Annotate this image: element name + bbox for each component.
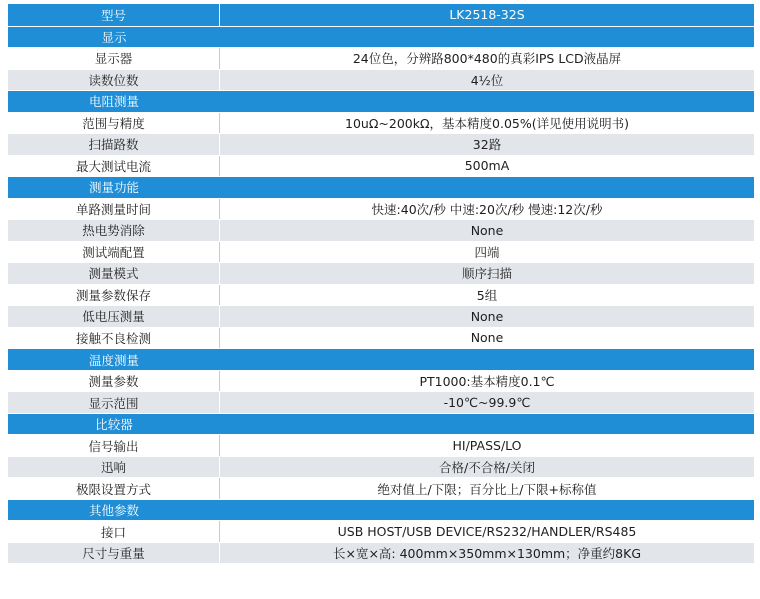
spec-value: 32路 <box>472 137 502 153</box>
section-title: 温度测量 <box>88 352 139 368</box>
section-title: 测量功能 <box>88 180 139 196</box>
section-title: 显示 <box>101 29 127 45</box>
spec-value: USB HOST/USB DEVICE/RS232/HANDLER/RS485 <box>337 524 637 540</box>
spec-row <box>8 155 754 177</box>
spec-row <box>8 370 754 392</box>
spec-row <box>8 262 754 284</box>
model-number: LK2518-32S <box>449 7 525 23</box>
spec-value: PT1000:基本精度0.1℃ <box>419 374 555 390</box>
spec-label: 最大测试电流 <box>8 156 220 177</box>
spec-label: 极限设置方式 <box>8 478 220 499</box>
spec-value: -10℃~99.9℃ <box>443 395 531 411</box>
spec-row <box>8 47 754 69</box>
header-row <box>8 4 754 26</box>
spec-row <box>8 477 754 499</box>
spec-row <box>8 241 754 263</box>
spec-label: 测量参数保存 <box>8 285 220 306</box>
spec-row <box>8 456 754 478</box>
spec-value: 4½位 <box>470 72 504 88</box>
spec-value: None <box>470 222 504 238</box>
spec-row <box>8 542 754 564</box>
spec-row <box>8 133 754 155</box>
section-measurement-functions <box>8 176 754 198</box>
spec-value: 四端 <box>474 244 500 260</box>
spec-label: 低电压测量 <box>8 306 220 327</box>
spec-label: 尺寸与重量 <box>8 543 220 564</box>
spec-value: None <box>470 308 504 324</box>
spec-value: 顺序扫描 <box>461 266 512 282</box>
spec-row <box>8 219 754 241</box>
spec-value: 快速:40次/秒 中速:20次/秒 慢速:12次/秒 <box>371 201 603 217</box>
spec-row <box>8 327 754 349</box>
spec-label: 测量参数 <box>8 371 220 392</box>
section-title: 电阻测量 <box>88 94 139 110</box>
spec-label: 扫描路数 <box>8 134 220 155</box>
header-label: 型号 <box>8 4 220 26</box>
spec-label: 热电势消除 <box>8 220 220 241</box>
spec-value: None <box>470 330 504 346</box>
spec-row <box>8 305 754 327</box>
spec-value: 10uΩ~200kΩ，基本精度0.05%(详见使用说明书) <box>345 115 629 131</box>
spec-label: 接口 <box>8 521 220 542</box>
spec-row <box>8 391 754 413</box>
spec-label: 显示范围 <box>8 392 220 413</box>
spec-label: 接触不良检测 <box>8 328 220 349</box>
spec-value: 24位色，分辨路800*480的真彩IPS LCD液晶屏 <box>352 51 622 67</box>
spec-row <box>8 284 754 306</box>
spec-label: 单路测量时间 <box>8 199 220 220</box>
section-comparator <box>8 413 754 435</box>
section-other-parameters <box>8 499 754 521</box>
spec-label: 迅响 <box>8 457 220 478</box>
section-title: 比较器 <box>95 417 133 433</box>
spec-value: HI/PASS/LO <box>452 438 522 454</box>
spec-row <box>8 520 754 542</box>
spec-label: 测试端配置 <box>8 242 220 263</box>
section-title: 其他参数 <box>88 503 139 519</box>
spec-value: 绝对值上/下限；百分比上/下限+标称值 <box>377 481 597 497</box>
spec-label: 读数位数 <box>8 70 220 91</box>
spec-label: 测量模式 <box>8 263 220 284</box>
spec-value: 长×宽×高: 400mm×350mm×130mm；净重约8KG <box>332 546 642 562</box>
spec-label: 信号输出 <box>8 435 220 456</box>
spec-row <box>8 69 754 91</box>
section-resistance <box>8 90 754 112</box>
spec-row <box>8 112 754 134</box>
spec-value: 500mA <box>464 158 510 174</box>
spec-value: 合格/不合格/关闭 <box>439 460 535 476</box>
spec-label: 显示器 <box>8 48 220 69</box>
spec-value: 5组 <box>476 287 498 303</box>
section-temperature <box>8 348 754 370</box>
spec-label: 范围与精度 <box>8 113 220 134</box>
section-display <box>8 26 754 48</box>
spec-row <box>8 198 754 220</box>
spec-table <box>8 4 754 596</box>
spec-row <box>8 434 754 456</box>
